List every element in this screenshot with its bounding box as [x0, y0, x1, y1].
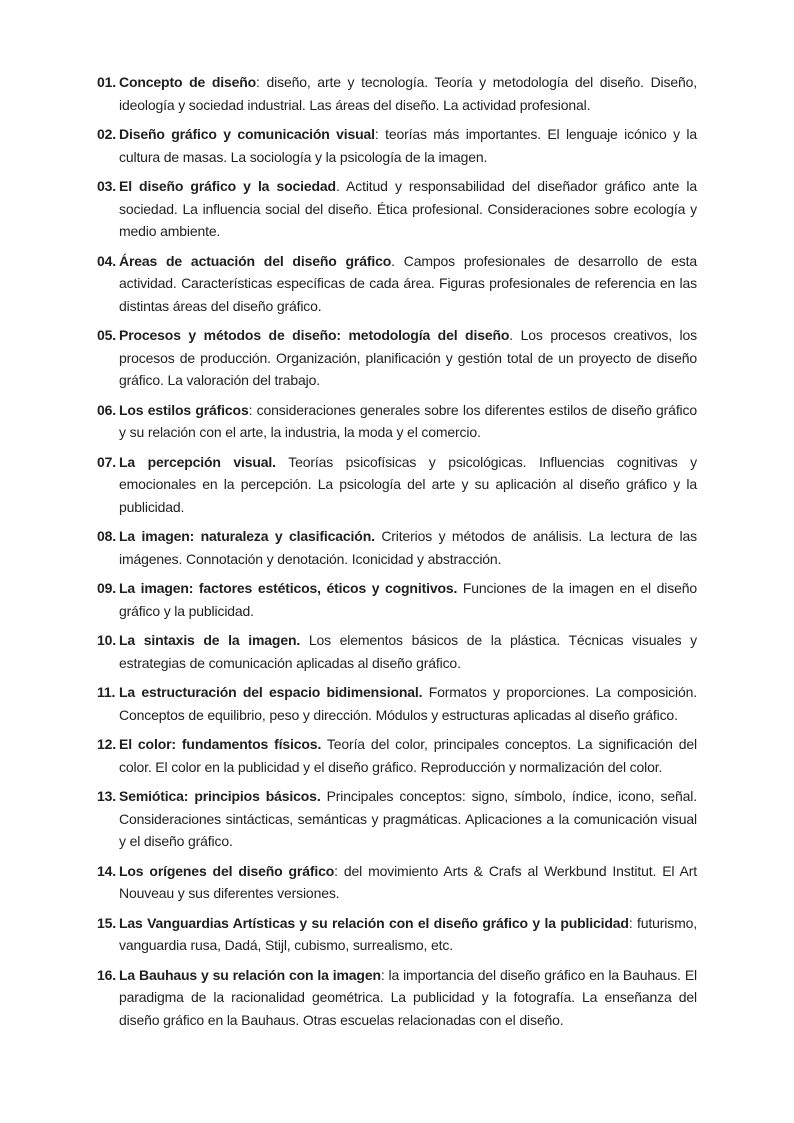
topic-list	[97, 71, 697, 1031]
item-title: El color: fundamentos físicos.	[119, 736, 322, 752]
list-item	[97, 123, 697, 168]
item-title: Semiótica: principios básicos.	[119, 788, 321, 804]
item-number: 12.	[97, 736, 117, 752]
item-body: : del movimiento Arts & Crafs al Werkbund Institut. El Art Nouveau y sus diferentes versiones.	[119, 862, 697, 901]
item-body: Criterios y métodos de análisis. La lectura de las imágenes. Connotación y denotación. Iconicidad y abstracción.	[119, 528, 697, 567]
item-title: El diseño gráfico y la sociedad	[119, 178, 336, 194]
list-item	[97, 964, 697, 1032]
item-title: Los orígenes del diseño gráfico	[119, 862, 335, 879]
item-number: 02.	[97, 126, 117, 142]
list-item	[97, 733, 697, 778]
item-number: 09.	[97, 580, 117, 596]
item-number: 06.	[97, 401, 117, 418]
item-body: . Campos profesionales de desarrollo de esta actividad. Características específicas de cada área. Figuras profesionales de referencia en las distintas áreas del diseño gráfico.	[119, 252, 697, 314]
item-title: Diseño gráfico y comunicación visual	[119, 126, 375, 142]
item-number: 13.	[97, 788, 117, 804]
item-title: Procesos y métodos de diseño: metodología del diseño	[119, 327, 510, 343]
item-number: 11.	[97, 684, 116, 700]
item-title: La imagen: factores estéticos, éticos y cognitivos.	[119, 580, 458, 596]
item-body: : teorías más importantes. El lenguaje icónico y la cultura de masas. La sociología y la psicología de la imagen.	[119, 126, 697, 165]
list-item	[97, 71, 697, 116]
item-body: : la importancia del diseño gráfico en la Bauhaus. El paradigma de la racionalidad geométrica. La publicidad y la fotografía. La enseñanza del diseño gráfico en la Bauhaus. Otras escuelas relacionadas con el diseño.	[119, 966, 697, 1028]
item-body: Funciones de la imagen en el diseño gráfico y la publicidad.	[119, 580, 698, 619]
item-number: 16.	[97, 966, 117, 983]
item-title: Los estilos gráficos	[119, 401, 249, 418]
item-number: 01.	[97, 74, 117, 90]
item-body: . Los procesos creativos, los procesos de producción. Organización, planificación y gestión total de un proyecto de diseño gráfico. La valoración del trabajo.	[119, 327, 697, 388]
item-title: Concepto de diseño	[119, 74, 257, 90]
list-item	[97, 785, 697, 853]
item-number: 04.	[97, 252, 117, 269]
item-body: : futurismo, vanguardia rusa, Dadá, Stijl, cubismo, surrealismo, etc.	[119, 914, 697, 953]
list-item	[97, 860, 697, 905]
list-item	[97, 681, 697, 726]
item-title: La percepción visual.	[119, 453, 276, 470]
item-number: 05.	[97, 327, 117, 343]
item-body: Teorías psicofísicas y psicológicas. Influencias cognitivas y emocionales en la percepción. La psicología del arte y su aplicación al diseño gráfico y la publicidad.	[119, 453, 697, 515]
item-number: 14.	[97, 862, 117, 879]
item-title: La imagen: naturaleza y clasificación.	[119, 528, 375, 544]
item-body: . Actitud y responsabilidad del diseñador gráfico ante la sociedad. La influencia social del diseño. Ética profesional. Consideraciones sobre ecología y medio ambiente.	[119, 178, 697, 239]
item-title: Áreas de actuación del diseño gráfico	[119, 252, 392, 269]
item-body: Los elementos básicos de la plástica. Técnicas visuales y estrategias de comunicación aplicadas al diseño gráfico.	[119, 632, 697, 671]
item-number: 10.	[97, 632, 117, 648]
item-number: 15.	[97, 914, 117, 931]
item-title: La Bauhaus y su relación con la imagen	[119, 966, 381, 983]
item-title: La estructuración del espacio bidimensional.	[119, 684, 423, 700]
item-body: Principales conceptos: signo, símbolo, índice, icono, señal. Consideraciones sintácticas, semánticas y pragmáticas. Aplicaciones a la comunicación visual y el diseño gráfico.	[119, 788, 697, 849]
list-item	[97, 324, 697, 392]
item-title: Las Vanguardias Artísticas y su relación con el diseño gráfico y la publicidad	[119, 914, 629, 931]
list-item	[97, 577, 697, 622]
list-item	[97, 629, 697, 674]
item-number: 07.	[97, 453, 117, 470]
list-item	[97, 525, 697, 570]
item-number: 03.	[97, 178, 117, 194]
item-body: : consideraciones generales sobre los diferentes estilos de diseño gráfico y su relación con el arte, la industria, la moda y el comercio.	[119, 401, 698, 440]
item-body: : diseño, arte y tecnología. Teoría y metodología del diseño. Diseño, ideología y sociedad industrial. Las áreas del diseño. La actividad profesional.	[119, 74, 697, 113]
list-item	[97, 451, 697, 519]
item-body: Formatos y proporciones. La composición. Conceptos de equilibrio, peso y dirección. Módulos y estructuras aplicadas al diseño gráfico.	[119, 684, 697, 723]
item-body: Teoría del color, principales conceptos. La significación del color. El color en la publicidad y el diseño gráfico. Reproducción y normalización del color.	[119, 736, 697, 775]
list-item	[97, 399, 697, 444]
list-item	[97, 912, 697, 957]
list-item	[97, 175, 697, 243]
item-title: La sintaxis de la imagen.	[119, 632, 301, 648]
item-number: 08.	[97, 528, 117, 544]
list-item	[97, 250, 697, 318]
